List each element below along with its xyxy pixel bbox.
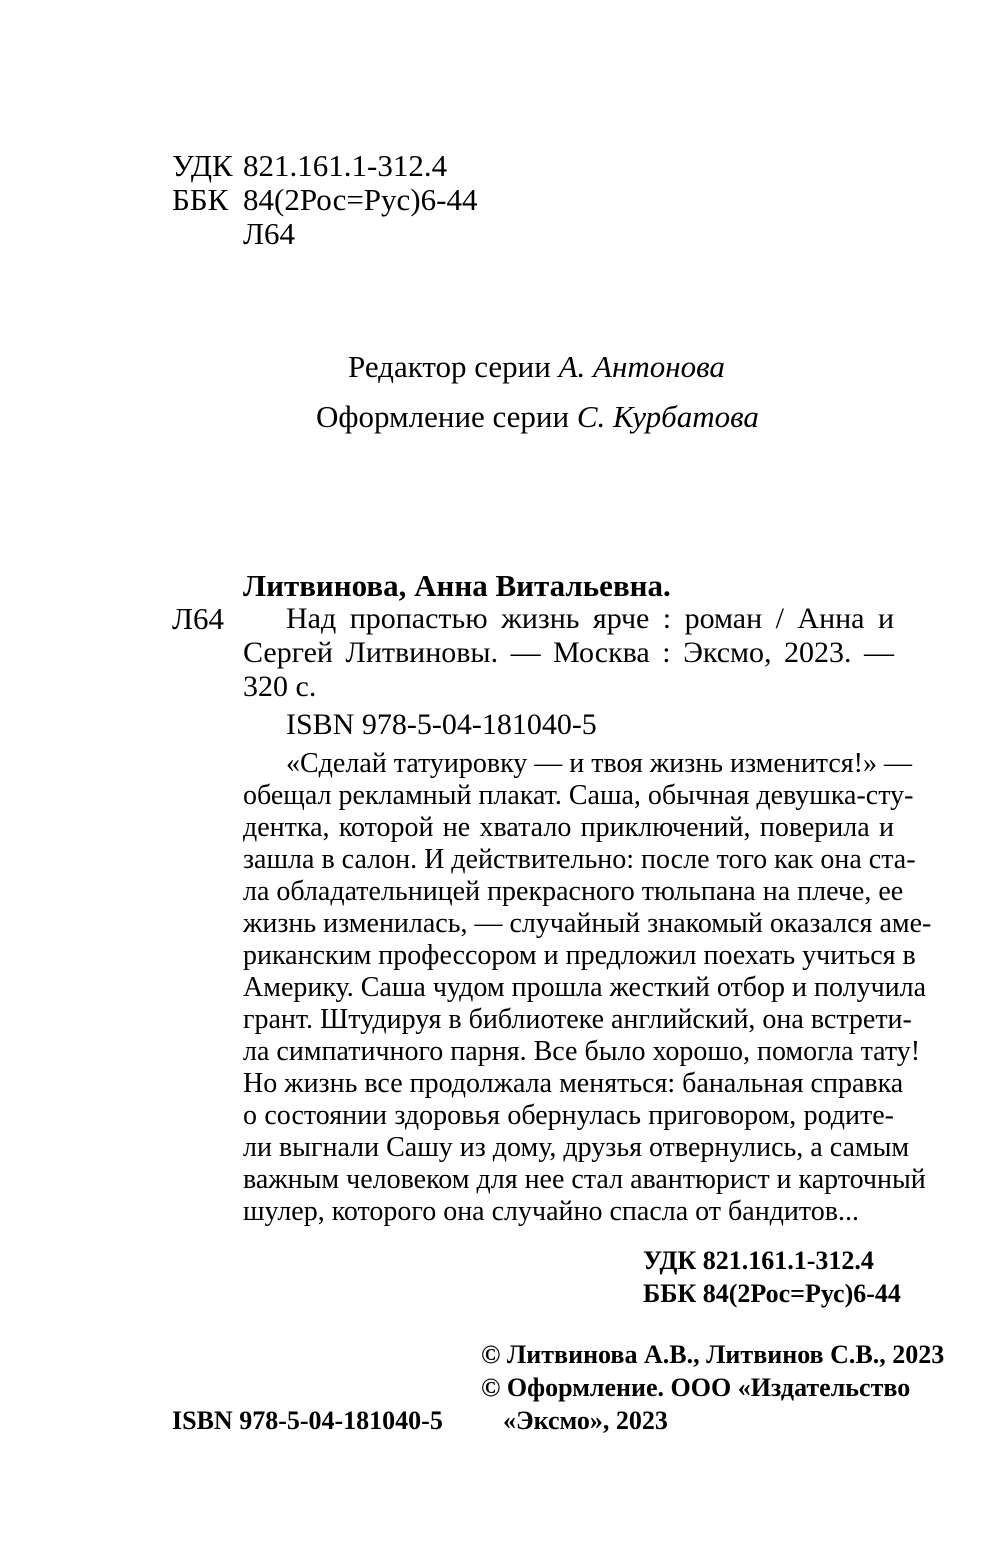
footer-bbk: ББК 84(2Рос=Рус)6-44: [643, 1279, 901, 1308]
design-name: С. Курбатова: [576, 399, 759, 434]
annotation-line: о состоянии здоровья обернулась приговором, родите-: [243, 1100, 894, 1131]
design-role: Оформление серии: [316, 399, 570, 434]
footer-udk: УДК 821.161.1-312.4: [643, 1246, 874, 1275]
copyright-line: © Оформление. ООО «Издательство: [481, 1373, 911, 1402]
description-line: Над пропастью жизнь ярче : роман / Анна и: [286, 602, 894, 635]
annotation-line: дентка, которой не хватало приключений, поверила и: [243, 812, 894, 843]
author-heading: Литвинова, Анна Витальевна.: [243, 568, 671, 603]
author-sign-header: Л64: [243, 216, 296, 251]
annotation-line: Америку. Саша чудом прошла жесткий отбор и получила: [243, 972, 927, 1003]
description-line: 320 с.: [243, 670, 317, 703]
footer-isbn: ISBN 978-5-04-181040-5: [172, 1406, 443, 1435]
copyright-line: © Литвинова А.В., Литвинов С.В., 2023: [481, 1340, 945, 1369]
annotation-line: Но жизнь все продолжала меняться: банальная справка: [243, 1068, 904, 1099]
editor-role: Редактор серии: [348, 349, 551, 384]
udk-label: УДК: [172, 148, 233, 183]
annotation-line: «Сделай татуировку — и твоя жизнь изменится!» —: [286, 748, 913, 779]
catalog-isbn: ISBN 978-5-04-181040-5: [286, 708, 597, 741]
annotation-line: обещал рекламный плакат. Саша, обычная девушка-сту-: [243, 780, 914, 811]
description-line: Сергей Литвиновы. — Москва : Эксмо, 2023. —: [243, 636, 894, 669]
annotation-line: ла обладательницей прекрасного тюльпана на плече, ее: [243, 876, 904, 907]
design-credit: [316, 397, 759, 437]
author-sign-catalog: Л64: [172, 601, 225, 636]
annotation-line: зашла в салон. И действительно: после того как она ста-: [243, 844, 916, 875]
annotation-line: важным человеком для нее стал авантюрист и карточный: [243, 1164, 926, 1195]
bbk-label: ББК: [172, 182, 229, 217]
annotation-line: жизнь изменилась, — случайный знакомый оказался аме-: [243, 908, 932, 939]
editor-credit: [348, 347, 725, 387]
editor-name: А. Антонова: [558, 349, 725, 384]
annotation-line: риканским профессором и предложил поехать учиться в: [243, 940, 916, 971]
annotation-line: ла симпатичного парня. Все было хорошо, помогла тату!: [243, 1036, 921, 1067]
copyright-line: «Эксмо», 2023: [503, 1406, 668, 1435]
annotation-line: грант. Штудируя в библиотеке английский, она встрети-: [243, 1004, 912, 1035]
annotation-line: шулер, которого она случайно спасла от бандитов...: [243, 1196, 859, 1227]
annotation-line: ли выгнали Сашу из дому, друзья отвернулись, а самым: [243, 1132, 910, 1163]
bbk-value: 84(2Рос=Рус)6-44: [243, 182, 478, 217]
udk-value: 821.161.1-312.4: [243, 148, 448, 183]
